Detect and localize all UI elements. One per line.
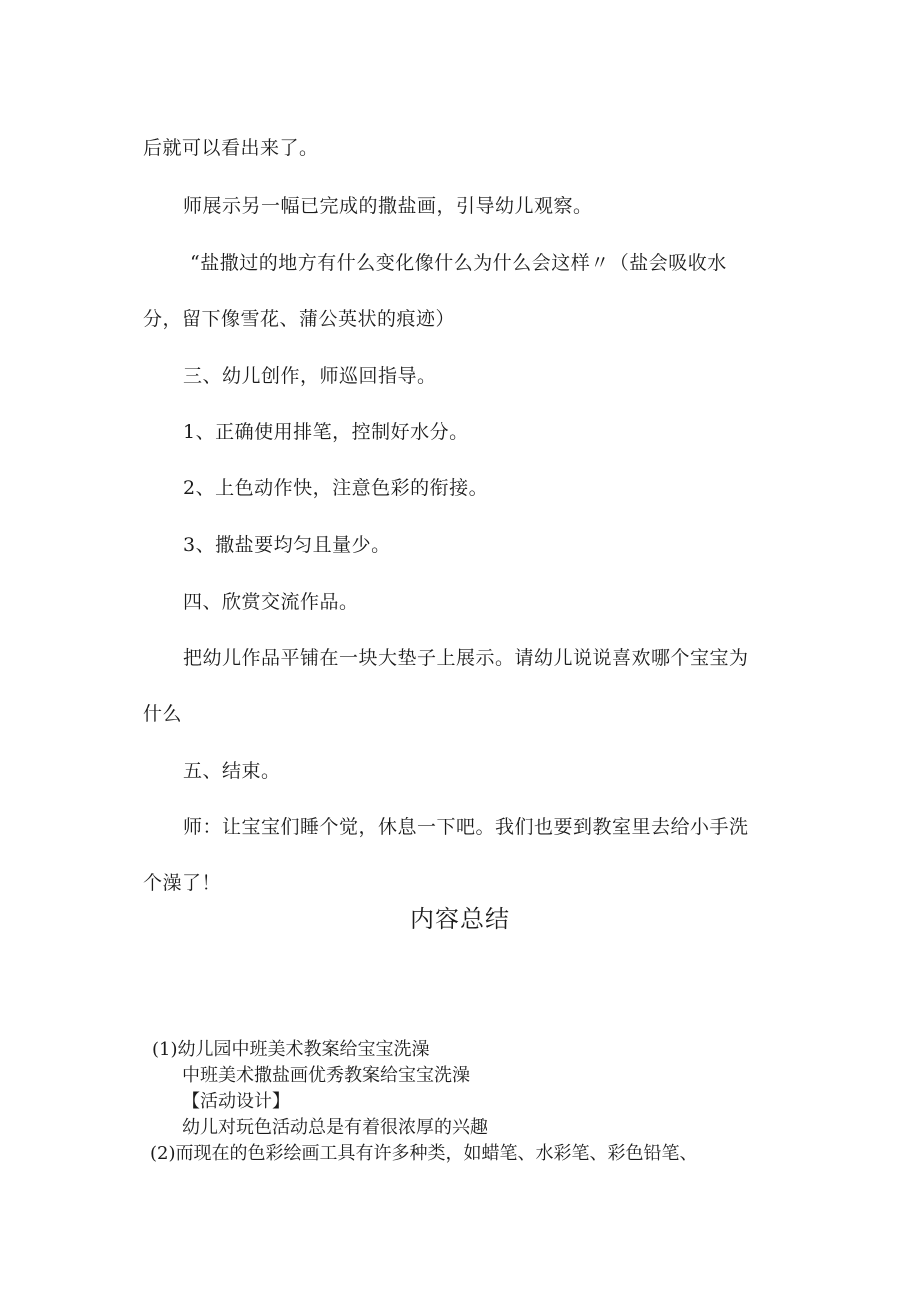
section-heading-line: 五、结束。 xyxy=(183,760,281,782)
paragraph-line: 分，留下像雪花、蒲公英状的痕迹） xyxy=(143,308,456,330)
summary-line: 【活动设计】 xyxy=(182,1091,290,1112)
summary-line: (2)而现在的色彩绘画工具有许多种类，如蜡笔、水彩笔、彩色铅笔、 xyxy=(150,1143,698,1164)
paragraph-line: 师展示另一幅已完成的撒盐画，引导幼儿观察。 xyxy=(183,195,593,217)
summary-line: 幼儿对玩色活动总是有着很浓厚的兴趣 xyxy=(182,1117,488,1138)
list-item: 1、正确使用排笔，控制好水分。 xyxy=(183,421,469,443)
paragraph-line: 师：让宝宝们睡个觉，休息一下吧。我们也要到教室里去给小手洗 xyxy=(183,816,749,838)
paragraph-line: “盐撒过的地方有什么变化像什么为什么会这样〃（盐会吸收水 xyxy=(190,252,727,274)
paragraph-line: 把幼儿作品平铺在一块大垫子上展示。请幼儿说说喜欢哪个宝宝为 xyxy=(183,647,749,669)
section-heading-line: 四、欣赏交流作品。 xyxy=(183,591,359,613)
list-item: 2、上色动作快，注意色彩的衔接。 xyxy=(183,477,489,499)
summary-line: 中班美术撒盐画优秀教案给宝宝洗澡 xyxy=(182,1065,470,1086)
summary-line: (1)幼儿园中班美术教案给宝宝洗澡 xyxy=(152,1039,430,1060)
paragraph-line: 后就可以看出来了。 xyxy=(143,137,319,159)
paragraph-line: 什么 xyxy=(143,703,183,725)
paragraph-line: 个澡了！ xyxy=(143,872,222,894)
list-item: 3、撒盐要均匀且量少。 xyxy=(183,534,391,556)
section-heading-line: 三、幼儿创作，师巡回指导。 xyxy=(183,365,437,387)
summary-title: 内容总结 xyxy=(410,905,510,933)
